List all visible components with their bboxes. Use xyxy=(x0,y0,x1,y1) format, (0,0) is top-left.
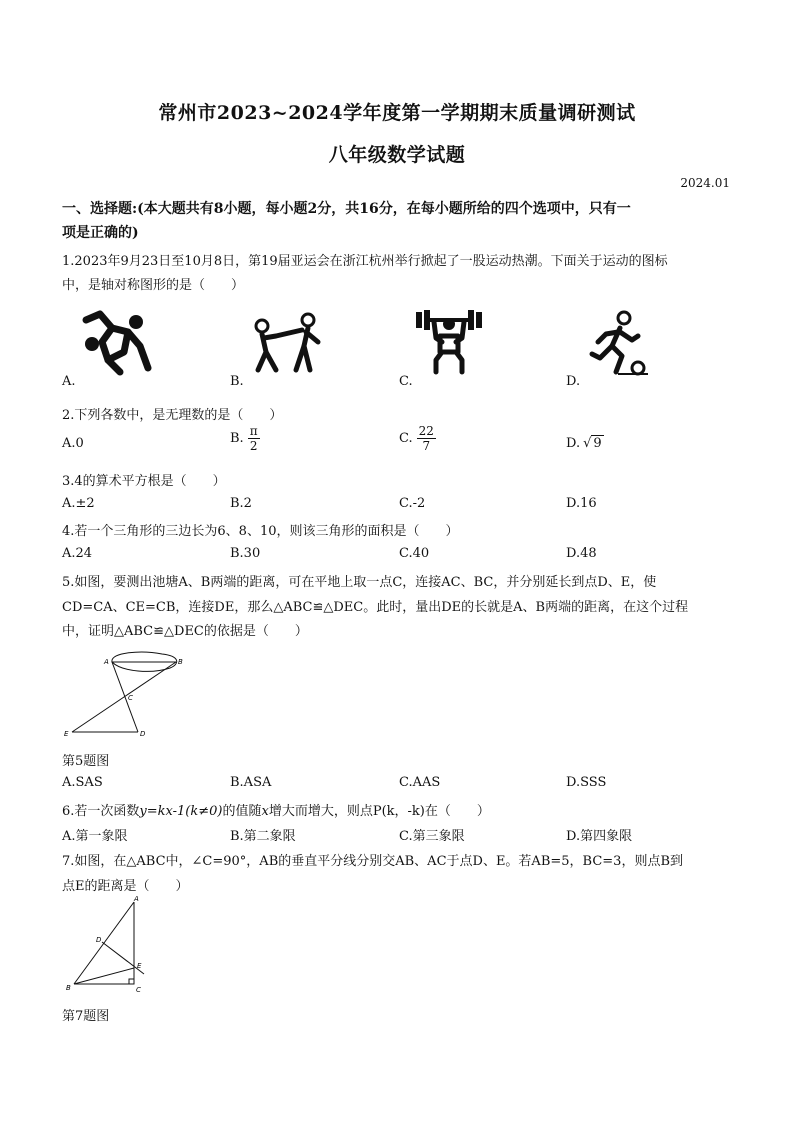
label-b: B xyxy=(178,658,183,666)
q5-option-a[interactable]: A.SAS xyxy=(62,775,103,790)
right-angle-mark xyxy=(129,979,134,984)
q6-stem-suffix: 增大而增大，则点P(k，-k)在（ ） xyxy=(268,804,490,819)
label-e: E xyxy=(64,730,69,738)
label-d: D xyxy=(96,936,102,944)
q2-option-c[interactable] xyxy=(399,424,436,453)
q6-variable: x xyxy=(261,804,269,819)
label-c: C xyxy=(128,694,133,702)
q1-line2: 中，是轴对称图形的是（ ） xyxy=(62,278,245,293)
label-e: E xyxy=(137,962,142,970)
q6-option-b[interactable]: B.第二象限 xyxy=(230,829,296,844)
label-a: A xyxy=(104,658,109,666)
section-heading-line2: 项是正确的) xyxy=(62,225,139,241)
judo-icon xyxy=(78,308,158,376)
q1-option-c[interactable]: C. xyxy=(399,374,413,389)
pi-over-2-fraction xyxy=(248,424,260,453)
q6-option-c[interactable]: C.第三象限 xyxy=(399,829,465,844)
q4-option-a[interactable]: A.24 xyxy=(62,546,93,561)
q7-line1: 7.如图，在△ABC中，∠C=90°，AB的垂直平分线分别交AB、AC于点D、E。若AB=5，BC=3，则点B到 xyxy=(62,854,683,869)
q5-figure xyxy=(62,648,192,740)
q2-option-b[interactable] xyxy=(230,424,260,453)
label-b: B xyxy=(66,984,71,992)
q3-option-b[interactable]: B.2 xyxy=(230,496,252,511)
q7-figure xyxy=(62,896,162,996)
segment-ad xyxy=(112,662,138,732)
q2-option-a[interactable]: A.0 xyxy=(62,436,84,451)
fraction-denominator: 7 xyxy=(422,439,431,453)
q2-option-d-label: D. xyxy=(566,436,581,451)
exam-date: 2024.01 xyxy=(680,176,730,190)
q6-stem-prefix: 6.若一次函数 xyxy=(62,804,140,819)
q6-stem xyxy=(62,800,490,819)
q5-line2: CD=CA、CE=CB，连接DE，那么△ABC≌△DEC。此时，量出DE的长就是A、B两端的距离，在这个过程 xyxy=(62,600,689,615)
q3-stem: 3.4的算术平方根是（ ） xyxy=(62,474,226,489)
label-c: C xyxy=(136,986,141,994)
segment-be xyxy=(72,662,176,732)
q6-stem-mid: 的值随 xyxy=(222,804,262,819)
q5-line3: 中，证明△ABC≌△DEC的依据是（ ） xyxy=(62,624,308,639)
q3-option-c[interactable]: C.-2 xyxy=(399,496,426,511)
q5-line1: 5.如图，要测出池塘A、B两端的距离，可在平地上取一点C，连接AC、BC，并分别延长到点D、E，使 xyxy=(62,575,657,590)
q2-option-c-label: C. xyxy=(399,431,413,446)
q6-function: y=kx-1(k≠0) xyxy=(139,804,223,819)
22-over-7-fraction xyxy=(417,424,436,453)
page-subtitle: 八年级数学试题 xyxy=(328,144,466,166)
q4-option-b[interactable]: B.30 xyxy=(230,546,261,561)
q1-option-d[interactable]: D. xyxy=(566,374,581,389)
q6-option-a[interactable]: A.第一象限 xyxy=(62,829,128,844)
q4-option-d[interactable]: D.48 xyxy=(566,546,597,561)
q4-stem: 4.若一个三角形的三边长为6、8、10，则该三角形的面积是（ ） xyxy=(62,524,459,539)
label-d: D xyxy=(140,730,146,738)
q7-figure-caption: 第7题图 xyxy=(62,1009,110,1024)
q3-option-a[interactable]: A.±2 xyxy=(62,496,95,511)
q2-stem: 2.下列各数中，是无理数的是（ ） xyxy=(62,408,283,423)
fraction-denominator: 2 xyxy=(249,439,258,453)
fraction-numerator: π xyxy=(249,424,258,438)
q5-option-c[interactable]: C.AAS xyxy=(399,775,441,790)
q5-option-b[interactable]: B.ASA xyxy=(230,775,272,790)
label-a: A xyxy=(134,895,139,903)
kickboxing-icon xyxy=(246,310,326,376)
segment-be xyxy=(74,968,134,984)
q1-line1: 1.2023年9月23日至10月8日，第19届亚运会在浙江杭州举行掀起了一股运动热潮。下面关于运动的图标 xyxy=(62,254,668,269)
fraction-numerator: 22 xyxy=(418,424,434,438)
weightlifting-icon xyxy=(414,308,484,374)
q1-option-a[interactable]: A. xyxy=(62,374,76,389)
q5-option-d[interactable]: D.SSS xyxy=(566,775,607,790)
page-title: 常州市2023~2024学年度第一学期期末质量调研测试 xyxy=(158,102,636,124)
radicand: 9 xyxy=(593,436,602,451)
q1-option-b[interactable]: B. xyxy=(230,374,244,389)
q5-figure-caption: 第5题图 xyxy=(62,754,110,769)
q6-option-d[interactable]: D.第四象限 xyxy=(566,829,633,844)
q7-line2: 点E的距离是（ ） xyxy=(62,879,189,894)
q2-option-b-label: B. xyxy=(230,431,244,446)
q2-option-d[interactable] xyxy=(566,436,604,451)
q4-option-c[interactable]: C.40 xyxy=(399,546,430,561)
section-heading-line1: 一、选择题:(本大题共有8小题，每小题2分，共16分，在每小题所给的四个选项中，只有一 xyxy=(62,201,631,217)
sqrt-9: √ 9 xyxy=(583,436,602,451)
q3-option-d[interactable]: D.16 xyxy=(566,496,597,511)
football-icon xyxy=(586,310,652,376)
